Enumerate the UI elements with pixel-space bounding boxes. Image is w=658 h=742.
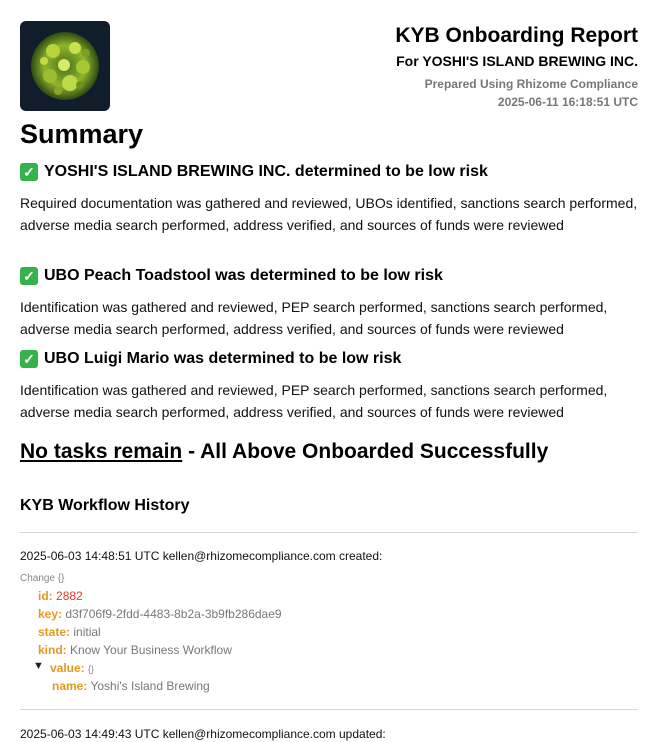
- field-value: d3f706f9-2fdd-4483-8b2a-3b9fb286dae9: [65, 607, 282, 621]
- field-value: initial: [73, 625, 101, 639]
- check-mark-icon: ✓: [20, 267, 38, 285]
- company-logo: [20, 21, 110, 111]
- field-key: state:: [38, 625, 71, 639]
- check-mark-icon: ✓: [20, 350, 38, 368]
- report-date: 2025-06-11 16:18:51 UTC: [497, 95, 638, 109]
- change-label: Change {}: [20, 573, 65, 584]
- field-state: [38, 624, 101, 640]
- field-brace: {}: [88, 664, 95, 674]
- rhizome-logo-icon: [20, 21, 110, 111]
- workflow-history-title: KYB Workflow History: [20, 497, 190, 514]
- field-key: id:: [38, 589, 53, 603]
- divider: [20, 532, 638, 533]
- field-key: key:: [38, 607, 63, 621]
- field-value-object[interactable]: [50, 660, 94, 677]
- risk-heading-ubo-peach: [20, 265, 443, 287]
- history-entry-line: 2025-06-03 14:49:43 UTC kellen@rhizomecompliance.com updated:: [20, 727, 386, 741]
- risk-description: Identification was gathered and reviewed, PEP search performed, sanctions search performed, adverse media search performed, address verified, and sources of funds were reviewed: [20, 299, 608, 337]
- report-title: KYB Onboarding Report: [395, 24, 638, 47]
- risk-description: Required documentation was gathered and reviewed, UBOs identified, sanctions search performed, adverse media search performed, address verified, and sources of funds were reviewed: [20, 195, 638, 233]
- field-value: 2882: [56, 589, 83, 603]
- risk-heading-text: UBO Peach Toadstool was determined to be low risk: [44, 267, 443, 284]
- field-value: Yoshi's Island Brewing: [90, 679, 210, 693]
- check-mark-icon: ✓: [20, 163, 38, 181]
- onboarding-status-text: - All Above Onboarded Successfully: [182, 440, 549, 463]
- risk-heading-company: [20, 161, 488, 183]
- divider: [20, 709, 638, 710]
- risk-heading-text: YOSHI'S ISLAND BREWING INC. determined to be low risk: [44, 163, 488, 180]
- risk-heading-text: UBO Luigi Mario was determined to be low risk: [44, 350, 402, 367]
- field-id: [38, 588, 83, 604]
- onboarding-status: [20, 438, 548, 466]
- field-key: value:: [50, 661, 85, 675]
- field-key: name:: [52, 679, 88, 693]
- history-entry-line: 2025-06-03 14:48:51 UTC kellen@rhizomecompliance.com created:: [20, 549, 383, 563]
- triangle-down-icon[interactable]: ▼: [33, 660, 44, 672]
- field-value: Know Your Business Workflow: [70, 643, 232, 657]
- field-key: kind:: [38, 643, 67, 657]
- risk-description: Identification was gathered and reviewed, PEP search performed, sanctions search performed, adverse media search performed, address verified, and sources of funds were reviewed: [20, 382, 608, 420]
- field-name: [52, 678, 210, 694]
- report-subject: For YOSHI'S ISLAND BREWING INC.: [396, 53, 638, 69]
- risk-heading-ubo-luigi: [20, 348, 401, 370]
- field-kind: [38, 642, 232, 658]
- prepared-by: Prepared Using Rhizome Compliance: [424, 77, 638, 91]
- report-header: [395, 22, 638, 110]
- field-key-row: [38, 606, 282, 622]
- summary-title: Summary: [20, 119, 144, 149]
- no-tasks-link[interactable]: No tasks remain: [20, 440, 183, 463]
